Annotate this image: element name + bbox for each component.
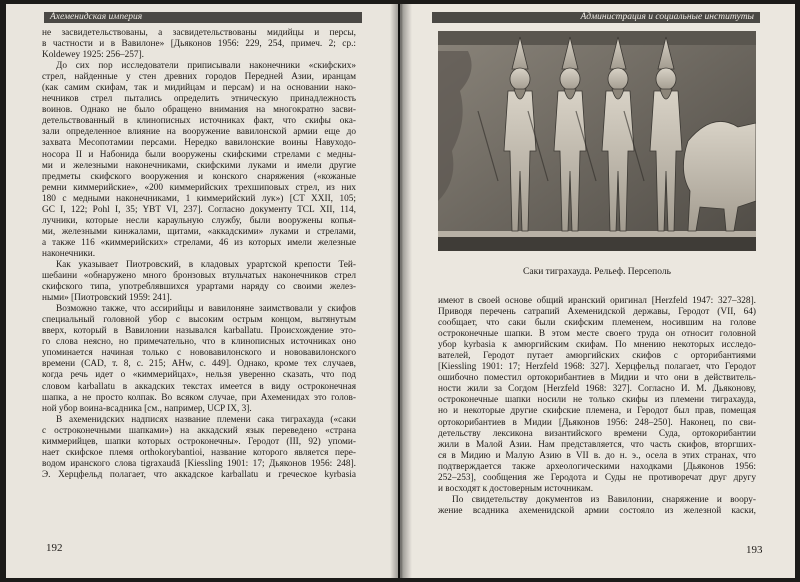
text-line: (как самим скифам, так и мидийцам и персам) и на основании нако- — [42, 83, 356, 94]
text-line: ной убор воина-всадника [см., например, UCP IX, 3]. — [42, 403, 252, 414]
text-line: подтверждается также археологическими находками [Дьяконов 1956: — [438, 461, 756, 472]
text-line: [Kiessling 1901: 17; Herzfeld 1968: 327]. Херцфельд полагает, что Геродот — [438, 362, 756, 373]
text-line: нает скифское племя orthokorybantioi, название которого является пере- — [42, 447, 356, 458]
text-line: ми и железными наконечниками, скифскими луками и имели другие — [42, 160, 356, 171]
text-line: До сих пор исследователи приписывали наконечники «скифских» — [56, 61, 356, 72]
book-gutter — [390, 4, 412, 578]
text-line: а также 116 «киммерийских» стрелами, 46 из которых имели железные — [42, 237, 356, 248]
text-line: наконечники. — [42, 248, 96, 259]
text-line: остроконечные шапки носили не только скифы из племени тиграхауда, — [438, 395, 756, 406]
text-line: и восходят к достоверным источникам. — [438, 483, 594, 494]
text-line: но и некоторые другие скифские племена, и Геродот был прав, помещая — [438, 406, 756, 417]
book-spread — [6, 4, 795, 578]
text-line: лучники, которые несли караульную службу, были вооружены копья- — [42, 215, 356, 226]
text-line: времени (CAD, т. 8, с. 215; AHw, с. 449]. Однако, кроме тех случаев, — [42, 359, 356, 370]
text-line: Возможно также, что ассирийцы и вавилоняне заимствовали у скифов — [56, 304, 356, 315]
text-line: воинов. Однако не было обращено внимания на многократно засви- — [42, 105, 356, 116]
text-line: в частности и в Вавилоне» [Дьяконов 1956: 229, 254, примеч. 2; ср.: — [42, 39, 356, 50]
text-line: Koldewey 1925: 256–257]. — [42, 50, 144, 61]
text-line: По свидетельству документов из Вавилонии, снаряжение и воору- — [452, 494, 756, 505]
page-number-right: 193 — [746, 544, 763, 556]
left-page — [6, 4, 398, 578]
relief-image — [438, 31, 756, 251]
running-head-left: Ахеменидская империя — [44, 12, 362, 23]
text-line: остроконечные шапки. В этом месте своего труда он относит головной — [438, 329, 756, 340]
text-line: водом иранского слова tigraxaudā [Kiessling 1901: 17; Дьяконов 1956: 248]. — [42, 458, 356, 469]
text-line: Приводя перечень сатрапий Ахеменидской державы, Геродот (VII, 64) — [438, 307, 756, 318]
text-line: упоминается начиная только с нововавилонского и нововавилонского — [42, 348, 356, 359]
text-line: предметы скифского вооружения и конского снаряжения («кожаные — [42, 171, 356, 182]
text-line: скифского типа, употреблявшихся урартами наряду со своими желез- — [42, 282, 356, 293]
text-line: ми, железными кинжалами, щитами, «аккадскими» луками и стрелами, — [42, 226, 356, 237]
text-line: сообщает, что саки были скифским племенем, носившим на голове — [438, 318, 756, 329]
right-page — [400, 4, 795, 578]
text-line: детельству лексикона византийского времени Суда, ортокорибантии — [438, 428, 756, 439]
text-line: Как указывает Пиотровский, в кладовых урартской крепости Тей- — [56, 259, 356, 270]
text-line: В ахеменидских надписях название племени сака тиграхауда («саки — [56, 414, 356, 425]
text-line: ортокорибантиев в Мидии [Дьяконов 1956: 248–250]. Наконец, по сви- — [438, 417, 756, 428]
text-line: не засвидетельствованы, а засвидетельствованы мидийцы и персы, — [42, 28, 356, 38]
text-line: го слова неясно, но примечательно, что в клинописных источниках оно — [42, 337, 356, 348]
text-line: вателей, Геродот путает амюргийских скифов с орторибантиями — [438, 351, 756, 362]
text-line: имеют в своей основе общий иранский оригинал [Herzfeld 1947: 327–328]. — [438, 296, 756, 306]
text-line: шапка, а не просто колпак. Во всяком случае, при Ахеменидах это голов- — [42, 392, 356, 403]
text-line: стрел, найденные у стен древних городов Передней Азии, иранцам — [42, 72, 356, 83]
text-line: носора II и Набонида были вооружены скифскими стрелами с медны- — [42, 149, 356, 160]
text-line: жение всадника ахеменидской армии состояло из железной каски, — [438, 505, 756, 516]
text-line: зали определенное влияние на вооружение вавилонской армии еще до — [42, 127, 356, 138]
text-line: детельствованный в клинописных источниках факт, что скифы ока- — [42, 116, 356, 127]
text-line: Э. Херцфельд полагает, что аккадское karballatu и греческое kyrbasia — [42, 469, 356, 480]
text-line: ошибочно поместил ортокорибантиев в Мидии и что они в действитель- — [438, 373, 756, 384]
text-line: 252–253], сообщения же Геродота и Суды не противоречат друг другу — [438, 472, 756, 483]
text-line: убор kyrbasia к амюргийским скифам. По мнению некоторых исследо- — [438, 340, 756, 351]
text-line: киммерийцев, шапки которых остроконечны». Геродот (III, 92) упоми- — [42, 436, 356, 447]
figure-caption: Саки тиграхауда. Рельеф. Персеполь — [523, 267, 671, 277]
text-line: GC I, 122; Pohl I, 35; YBT VI, 237]. Согласно документу TCL XII, 114, — [42, 204, 356, 215]
text-line: ся в Мидию и Малую Азию в VII в. до н. э., осела в этих странах, что — [438, 450, 756, 461]
text-line: шебаини «обнаружено много бронзовых втульчатых наконечников стрел — [42, 271, 356, 282]
text-line: жили в Малой Азии. Нам представляется, что часть скифов, вторгших- — [438, 439, 756, 450]
relief-photograph — [438, 31, 756, 251]
page-number-left: 192 — [46, 542, 63, 554]
left-text-column — [42, 28, 356, 481]
text-line: специальный головной убор с высоким острым концом, вытянутым — [42, 315, 356, 326]
text-line: захвата Месопотамии персами. Нередко вавилонские воины Навуходо- — [42, 138, 356, 149]
text-line: ности жили за Согдом [Herzfeld 1968: 327]. Согласно И. М. Дьяконову, — [438, 384, 756, 395]
running-head-right: Администрация и социальные институты — [432, 12, 760, 23]
text-line: нечников стрел пытались определить этническую принадлежность — [42, 94, 356, 105]
right-text-column — [438, 296, 756, 517]
text-line: 180 с медными наконечниками, 1 киммерийский лук») [CT XXII, 105; — [42, 193, 356, 204]
text-line: вверх, который в Вавилонии назывался karballatu. Происхождение это- — [42, 326, 356, 337]
text-line: словом karballatu в аккадских текстах имеется в виду остроконечная — [42, 381, 356, 392]
text-line: когда речь идет о «киммерийцах», нельзя уверенно сказать, что под — [42, 370, 356, 381]
text-line: с остроконечными шапками») на аккадский язык переведено «страна — [42, 425, 356, 436]
text-line: ными» [Пиотровский 1959: 241]. — [42, 293, 172, 304]
text-line: ремни киммерийские», «200 киммерийских трехшиповых стрел, из них — [42, 182, 356, 193]
